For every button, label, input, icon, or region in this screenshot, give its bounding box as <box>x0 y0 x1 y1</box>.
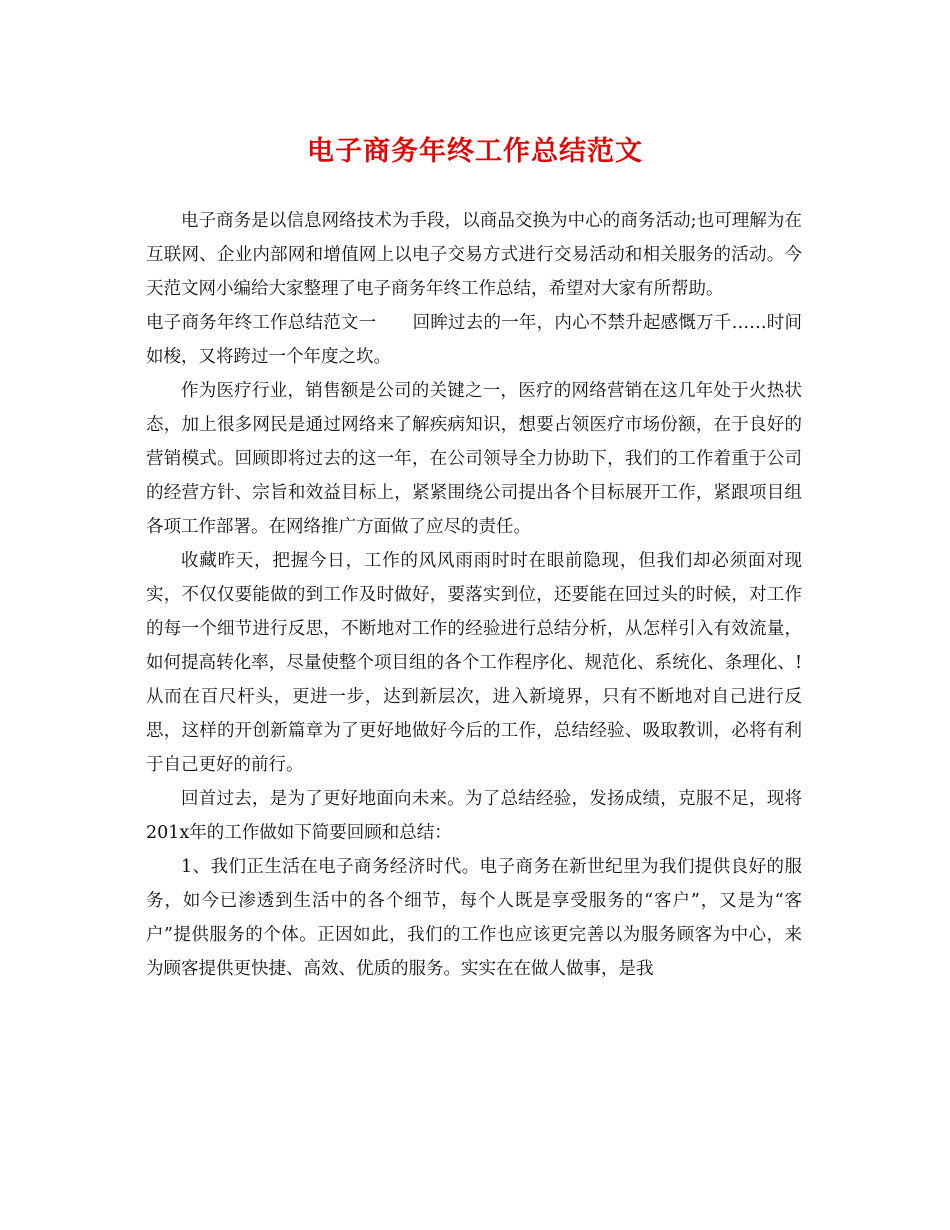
body-paragraph: 收藏昨天，把握今日，工作的风风雨雨时时在眼前隐现，但我们却必须面对现实，不仅仅要能做的到工作及时做好，要落实到位，还要能在回过头的时候，对工作的每一个细节进行反思，不断地对工作的经验进行总结分析，从怎样引入有效流量，如何提高转化率，尽量使整个项目组的各个工作程序化、规范化、系统化、条理化、!从而在百尺杆头，更进一步，达到新层次，进入新境界，只有不断地对自己进行反思，这样的开创新篇章为了更好地做好今后的工作，总结经验、吸取教训，必将有利于自己更好的前行。 <box>146 551 802 775</box>
document-body <box>146 204 802 986</box>
body-paragraph: 回首过去，是为了更好地面向未来。为了总结经验，发扬成绩，克服不足，现将201x年的工作做如下简要回顾和总结： <box>146 789 802 843</box>
section-paragraph <box>146 306 802 374</box>
section-heading: 电子商务年终工作总结范文一 <box>146 313 377 333</box>
section-lead: 回眸过去的一年，内心不禁升起感慨万千……时间如梭，又将跨过一个年度之坎。 <box>146 313 803 367</box>
document-title: 电子商务年终工作总结范文 <box>307 136 643 167</box>
body-paragraph: 作为医疗行业，销售额是公司的关键之一，医疗的网络营销在这几年处于火热状态，加上很多网民是通过网络来了解疾病知识，想要占领医疗市场份额，在于良好的营销模式。回顾即将过去的这一年，在公司领导全力协助下，我们的工作着重于公司的经营方针、宗旨和效益目标上，紧紧围绕公司提出各个目标展开工作，紧跟项目组各项工作部署。在网络推广方面做了应尽的责任。 <box>146 381 802 537</box>
intro-paragraph: 电子商务是以信息网络技术为手段，以商品交换为中心的商务活动;也可理解为在互联网、企业内部网和增值网上以电子交易方式进行交易活动和相关服务的活动。今天范文网小编给大家整理了电子商务年终工作总结，希望对大家有所帮助。 <box>146 211 802 299</box>
body-paragraph: 1、我们正生活在电子商务经济时代。电子商务在新世纪里为我们提供良好的服务，如今已渗透到生活中的各个细节，每个人既是享受服务的“客户”，又是为“客户”提供服务的个体。正因如此，我们的工作也应该更完善以为服务顾客为中心，来为顾客提供更快捷、高效、优质的服务。实实在在做人做事，是我 <box>146 857 802 979</box>
